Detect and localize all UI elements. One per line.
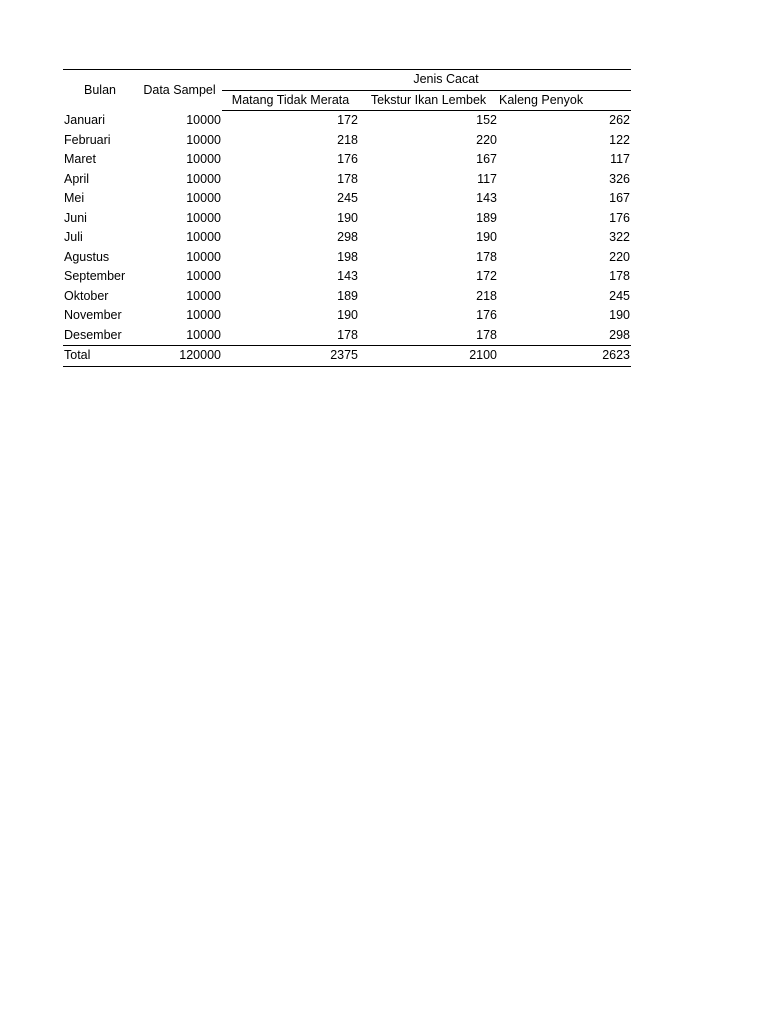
cell-tekstur-ikan-lembek: 152 <box>476 113 497 127</box>
cell-tekstur-ikan-lembek: 190 <box>476 230 497 244</box>
cell-tekstur-ikan-lembek: 218 <box>476 288 497 303</box>
cell-data-sampel: 10000 <box>186 191 221 205</box>
cell-matang-tidak-merata: 190 <box>337 308 358 322</box>
header-kaleng-penyok: Kaleng Penyok <box>498 90 631 111</box>
table-row <box>63 287 631 307</box>
table-body <box>63 111 631 346</box>
cell-bulan: Mei <box>64 191 85 205</box>
total-label: Total <box>63 346 137 367</box>
table-row <box>63 248 631 268</box>
cell-data-sampel: 10000 <box>186 308 221 322</box>
defect-table <box>63 69 631 367</box>
header-jenis-cacat: Jenis Cacat <box>222 70 631 91</box>
cell-data-sampel: 10000 <box>186 152 221 166</box>
table-row <box>63 209 631 229</box>
cell-data-sampel: 10000 <box>186 132 221 147</box>
cell-kaleng-penyok: 322 <box>609 230 630 244</box>
cell-data-sampel: 10000 <box>186 288 221 303</box>
table-header <box>63 70 631 111</box>
cell-tekstur-ikan-lembek: 143 <box>476 191 497 205</box>
header-matang-tidak-merata: Matang Tidak Merata <box>222 90 359 111</box>
cell-matang-tidak-merata: 176 <box>337 152 358 166</box>
cell-matang-tidak-merata: 298 <box>337 230 358 244</box>
cell-kaleng-penyok: 122 <box>609 132 630 147</box>
cell-kaleng-penyok: 298 <box>609 327 630 342</box>
cell-bulan: November <box>64 308 122 322</box>
cell-bulan: Februari <box>64 132 111 147</box>
cell-bulan: Oktober <box>64 288 109 303</box>
total-tekstur-ikan-lembek: 2100 <box>359 346 498 367</box>
cell-bulan: Juni <box>64 210 87 225</box>
cell-bulan: September <box>64 269 126 283</box>
cell-bulan: Maret <box>64 152 96 166</box>
cell-tekstur-ikan-lembek: 172 <box>476 269 497 283</box>
total-row <box>63 346 631 367</box>
table-row <box>63 306 631 326</box>
cell-matang-tidak-merata: 245 <box>337 191 358 205</box>
cell-matang-tidak-merata: 190 <box>337 210 358 225</box>
cell-tekstur-ikan-lembek: 189 <box>476 210 497 225</box>
cell-kaleng-penyok: 245 <box>609 288 630 303</box>
cell-bulan: Agustus <box>64 249 110 264</box>
cell-tekstur-ikan-lembek: 220 <box>476 132 497 147</box>
cell-matang-tidak-merata: 172 <box>337 113 358 127</box>
table-row <box>63 170 631 190</box>
total-sampel: 120000 <box>137 346 222 367</box>
cell-bulan: Desember <box>64 327 122 342</box>
cell-tekstur-ikan-lembek: 117 <box>477 171 497 186</box>
cell-kaleng-penyok: 176 <box>609 210 630 225</box>
cell-data-sampel: 10000 <box>186 210 221 225</box>
cell-bulan: Juli <box>64 230 83 244</box>
defect-table-sheet <box>63 69 631 367</box>
header-bulan: Bulan <box>63 70 137 111</box>
cell-kaleng-penyok: 178 <box>609 269 630 283</box>
cell-matang-tidak-merata: 198 <box>337 249 358 264</box>
cell-bulan: April <box>64 171 90 186</box>
cell-matang-tidak-merata: 143 <box>337 269 358 283</box>
cell-tekstur-ikan-lembek: 176 <box>476 308 497 322</box>
table-row <box>63 326 631 346</box>
total-kaleng-penyok: 2623 <box>498 346 631 367</box>
header-data-sampel: Data Sampel <box>137 70 222 111</box>
cell-matang-tidak-merata: 189 <box>337 288 358 303</box>
table-row <box>63 150 631 170</box>
cell-data-sampel: 10000 <box>186 171 221 186</box>
cell-data-sampel: 10000 <box>186 249 221 264</box>
cell-kaleng-penyok: 220 <box>609 249 630 264</box>
cell-bulan: Januari <box>64 112 105 127</box>
cell-kaleng-penyok: 326 <box>609 171 630 186</box>
cell-kaleng-penyok: 167 <box>609 191 630 205</box>
cell-kaleng-penyok: 117 <box>610 152 630 166</box>
table-row <box>63 267 631 287</box>
cell-matang-tidak-merata: 218 <box>337 132 358 147</box>
cell-data-sampel: 10000 <box>186 230 221 244</box>
table-row <box>63 131 631 151</box>
cell-kaleng-penyok: 190 <box>609 308 630 322</box>
cell-tekstur-ikan-lembek: 178 <box>476 327 497 342</box>
cell-data-sampel: 10000 <box>186 327 221 342</box>
cell-kaleng-penyok: 262 <box>609 113 630 127</box>
cell-matang-tidak-merata: 178 <box>337 327 358 342</box>
cell-tekstur-ikan-lembek: 167 <box>476 152 497 166</box>
table-row <box>63 228 631 248</box>
cell-data-sampel: 10000 <box>186 112 221 127</box>
table-row <box>63 111 631 131</box>
cell-data-sampel: 10000 <box>186 269 221 283</box>
cell-tekstur-ikan-lembek: 178 <box>476 249 497 264</box>
total-matang-tidak-merata: 2375 <box>222 346 359 367</box>
header-tekstur-ikan-lembek: Tekstur Ikan Lembek <box>359 90 498 111</box>
table-row <box>63 189 631 209</box>
cell-matang-tidak-merata: 178 <box>337 171 358 186</box>
